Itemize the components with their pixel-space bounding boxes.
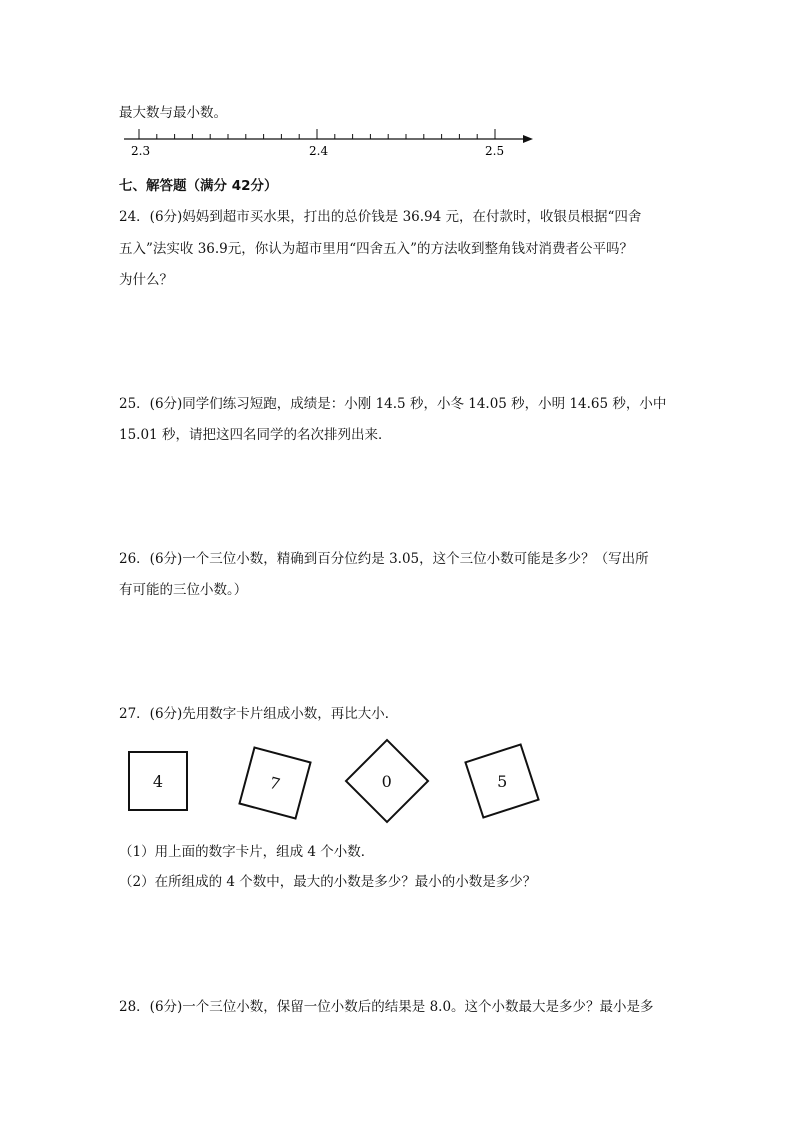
q28-line-1: 28．(6分)一个三位小数，保留一位小数后的结果是 8.0。这个小数最大是多少？最小是多: [119, 999, 654, 1015]
number-line-arrow-icon: [523, 135, 533, 143]
q24-line-1: 24．(6分)妈妈到超市买水果，打出的总价钱是 36.94 元，在付款时，收银员根据“四舍: [119, 209, 642, 225]
number-line-label-0: 2.3: [131, 144, 151, 158]
number-line-ticks: [139, 129, 495, 139]
digit-card-value: 5: [496, 771, 508, 791]
q27-sub-1: （1）用上面的数字卡片，组成 4 个小数．: [119, 844, 375, 860]
digit-card-4: [128, 751, 188, 811]
digit-card-0: [345, 739, 430, 824]
digit-card-value: 0: [381, 771, 393, 791]
digit-card-7: [238, 746, 311, 819]
number-line-label-1: 2.4: [309, 144, 329, 158]
q25-line-1: 25．(6分)同学们练习短跑，成绩是：小刚 14.5 秒，小冬 14.05 秒，小明 14.65 秒，小中: [119, 396, 667, 412]
q24-line-2: 五入”法实收 36.9元，你认为超市里用“四舍五入”的方法收到整角钱对消费者公平吗？: [119, 241, 634, 257]
section-heading: 七、解答题（满分 42分）: [119, 178, 278, 194]
q24-line-3: 为什么？: [119, 272, 173, 288]
q26-line-1: 26．(6分)一个三位小数，精确到百分位约是 3.05，这个三位小数可能是多少？（写出所: [119, 551, 649, 567]
number-line: [119, 122, 539, 164]
intro-text: 最大数与最小数。: [119, 105, 227, 121]
digit-card-5: [464, 743, 540, 819]
digit-card-value: 7: [267, 772, 283, 794]
digit-card-value: 4: [152, 771, 164, 791]
q25-line-2: 15.01 秒，请把这四名同学的名次排列出来．: [119, 427, 392, 443]
q27-sub-2: （2）在所组成的 4 个数中，最大的小数是多少？最小的小数是多少？: [119, 874, 537, 890]
number-line-label-2: 2.5: [485, 144, 505, 158]
q26-line-2: 有可能的三位小数。）: [119, 582, 248, 598]
q27-line-1: 27．(6分)先用数字卡片组成小数，再比大小．: [119, 706, 399, 722]
